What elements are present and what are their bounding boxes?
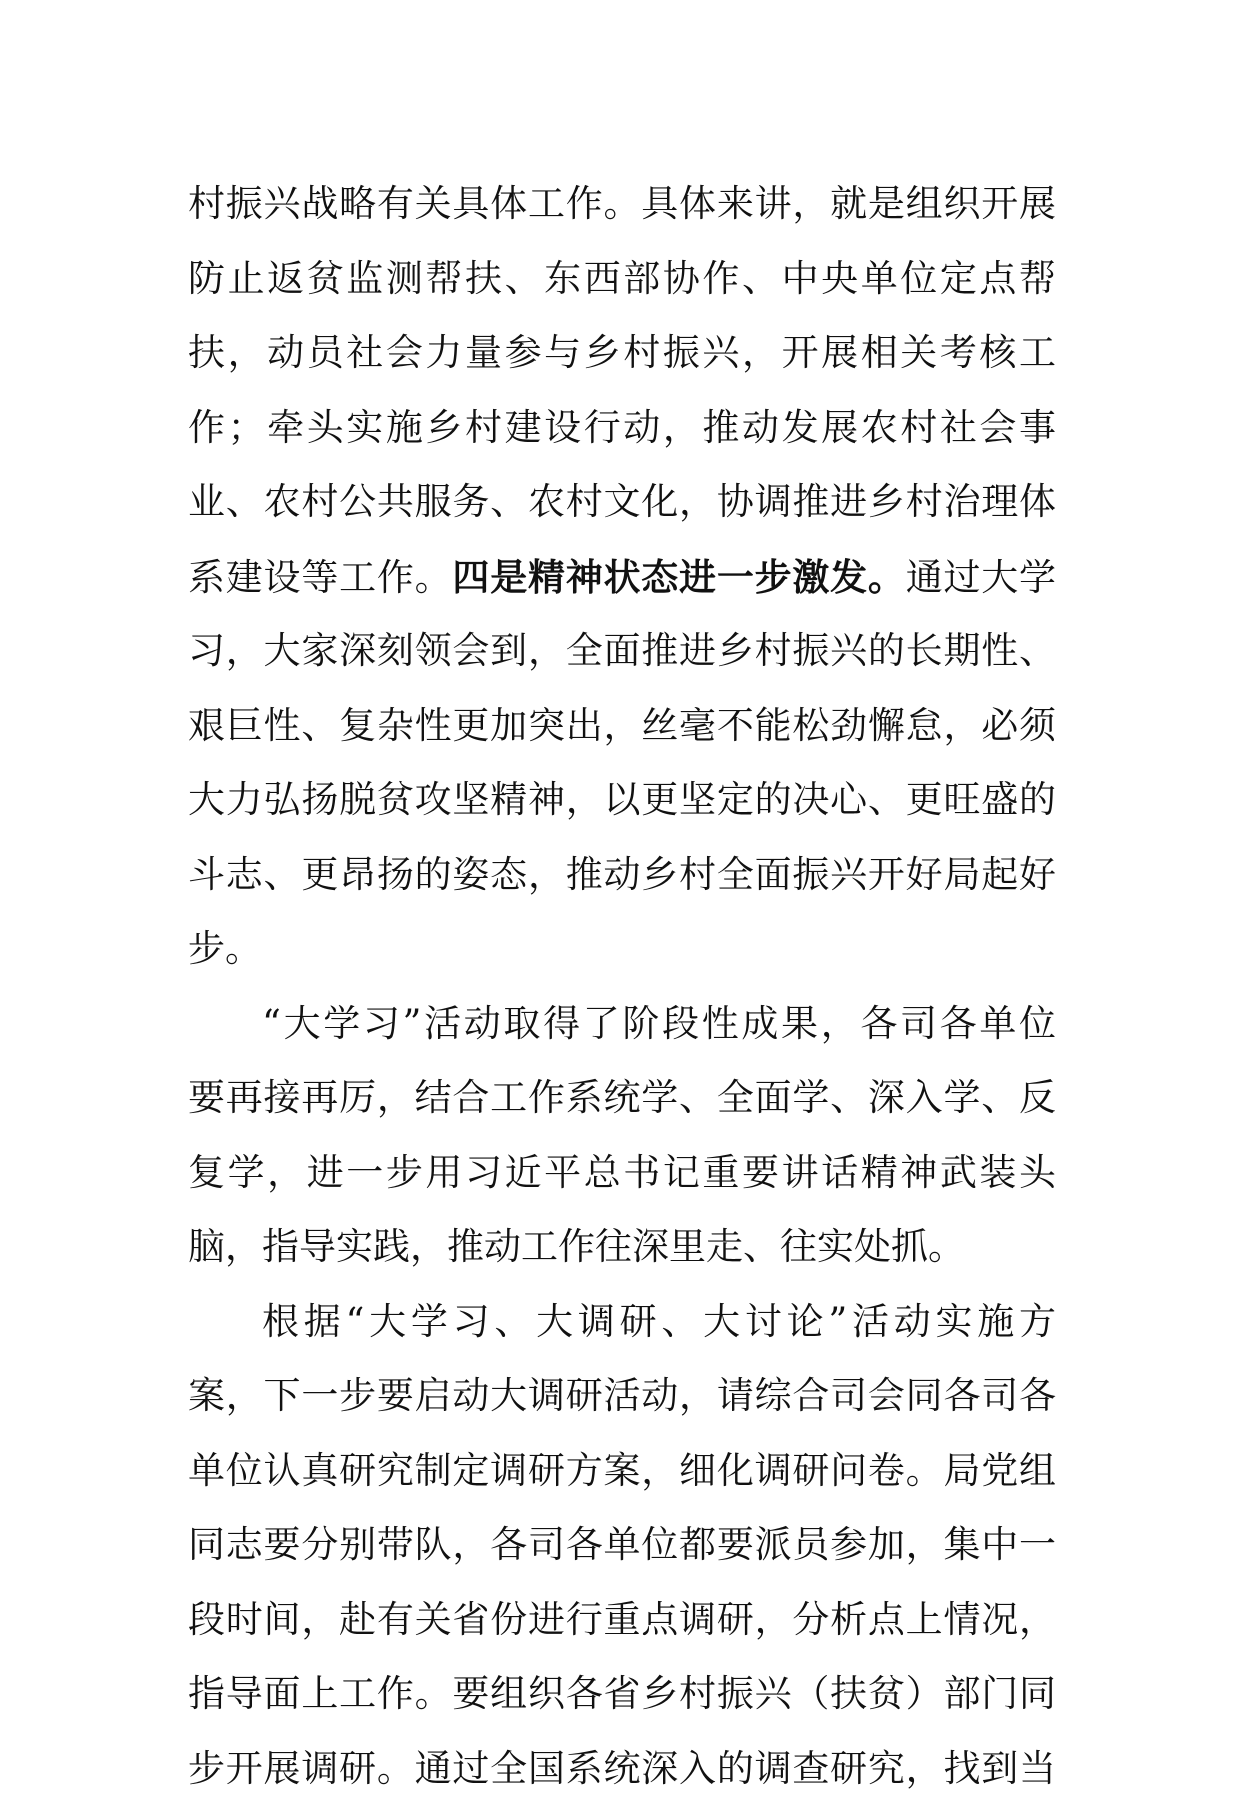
text-line: 段时间，赴有关省份进行重点调研，分析点上情况， <box>188 1583 1056 1658</box>
text-run: 系建设等工作。 <box>188 556 452 599</box>
text-line: 习，大家深刻领会到，全面推进乡村振兴的长期性、 <box>188 614 1056 689</box>
text-line: 防止返贫监测帮扶、东西部协作、中央单位定点帮 <box>188 242 1056 317</box>
document-body <box>188 167 1056 1806</box>
text-line: 大力弘扬脱贫攻坚精神，以更坚定的决心、更旺盛的 <box>188 763 1056 838</box>
text-line <box>188 540 1056 615</box>
text-line: 单位认真研究制定调研方案，细化调研问卷。局党组 <box>188 1434 1056 1509</box>
text-line: 艰巨性、复杂性更加突出，丝毫不能松劲懈怠，必须 <box>188 689 1056 764</box>
text-line: 步。 <box>188 912 1056 987</box>
text-line: 作；牵头实施乡村建设行动，推动发展农村社会事 <box>188 391 1056 466</box>
bold-heading-run: 四是精神状态进一步激发。 <box>452 555 905 599</box>
text-line: 案，下一步要启动大调研活动，请综合司会同各司各 <box>188 1359 1056 1434</box>
paragraph-first-line: “大学习”活动取得了阶段性成果，各司各单位 <box>188 987 1056 1062</box>
text-run: 通过大学 <box>906 556 1056 599</box>
paragraph-first-line: 根据“大学习、大调研、大讨论”活动实施方 <box>188 1285 1056 1360</box>
text-line: 村振兴战略有关具体工作。具体来讲，就是组织开展 <box>188 167 1056 242</box>
text-line: 指导面上工作。要组织各省乡村振兴（扶贫）部门同 <box>188 1657 1056 1732</box>
text-line: 扶，动员社会力量参与乡村振兴，开展相关考核工 <box>188 316 1056 391</box>
text-line: 步开展调研。通过全国系统深入的调查研究，找到当 <box>188 1732 1056 1806</box>
text-line: 同志要分别带队，各司各单位都要派员参加，集中一 <box>188 1508 1056 1583</box>
text-line: 业、农村公共服务、农村文化，协调推进乡村治理体 <box>188 465 1056 540</box>
text-line: 复学，进一步用习近平总书记重要讲话精神武装头 <box>188 1136 1056 1211</box>
text-line: 要再接再厉，结合工作系统学、全面学、深入学、反 <box>188 1061 1056 1136</box>
text-line: 脑，指导实践，推动工作往深里走、往实处抓。 <box>188 1210 1056 1285</box>
text-line: 斗志、更昂扬的姿态，推动乡村全面振兴开好局起好 <box>188 838 1056 913</box>
